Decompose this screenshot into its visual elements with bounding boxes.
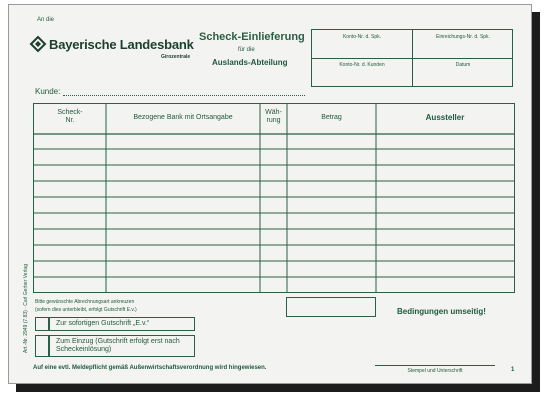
konto-nr-spk-label: Konto-Nr. d. Spk. bbox=[342, 34, 382, 40]
col-scheck-nr: Scheck- Nr. bbox=[57, 109, 83, 124]
datum-label: Datum bbox=[455, 62, 471, 68]
form-title-line2: für die bbox=[238, 47, 255, 53]
bank-name: Bayerische Landesbank bbox=[49, 37, 194, 52]
option-gutschrift-label: Zur sofortigen Gutschrift „E.v.“ bbox=[56, 320, 150, 327]
bank-logo bbox=[29, 35, 47, 58]
col-betrag: Betrag bbox=[321, 114, 342, 121]
meldepflicht-note: Auf eine evtl. Meldepflicht gemäß Außenwirtschaftsverordnung wird hingewiesen. bbox=[33, 365, 267, 371]
kunde-line[interactable] bbox=[63, 95, 305, 96]
option-checkbox-gutschrift[interactable] bbox=[35, 317, 49, 331]
bank-logo-icon bbox=[29, 35, 47, 53]
conditions-note: Bedingungen umseitig! bbox=[397, 307, 486, 316]
col-waehrung: Wäh- rung bbox=[265, 109, 282, 124]
stamp-signature-label: Stempel und Unterschrift bbox=[407, 368, 463, 374]
form-title-line3: Auslands-Abteilung bbox=[212, 58, 288, 67]
reference-box bbox=[311, 29, 513, 87]
option-gutschrift bbox=[49, 317, 195, 331]
article-number-text: Art.-Nr. 2949 (7.83) · Carl Gerber Verlag bbox=[23, 264, 29, 353]
instruction-text-1: Bitte gewünschte Abrechnungsart ankreuzen bbox=[35, 299, 135, 305]
option-einzug-label: Zum Einzug (Gutschrift erfolgt erst nach Scheckeinlösung) bbox=[56, 338, 180, 353]
col-bezogene-bank: Bezogene Bank mit Ortsangabe bbox=[133, 114, 233, 121]
stamp-signature-line[interactable] bbox=[375, 365, 495, 366]
cheque-table-grid bbox=[34, 104, 514, 292]
einreichungs-nr-label: Einreichungs-Nr. d. Spk. bbox=[436, 34, 490, 40]
page-number: 1 bbox=[511, 367, 515, 373]
an-die-label: An die bbox=[37, 17, 55, 23]
kunde-label: Kunde: bbox=[35, 87, 61, 96]
instruction-text-2: (sofern dies unterbleibt, erfolgt Gutschrift E.v.) bbox=[35, 307, 137, 313]
option-einzug bbox=[49, 335, 195, 357]
bank-subtitle: Girozentrale bbox=[161, 54, 191, 60]
option-checkbox-einzug[interactable] bbox=[35, 335, 49, 357]
cheque-table bbox=[33, 103, 515, 293]
form-title: Scheck-Einlieferung bbox=[199, 31, 305, 43]
betrag-total-box[interactable] bbox=[286, 297, 376, 317]
form-sheet bbox=[8, 4, 532, 384]
col-aussteller: Aussteller bbox=[425, 113, 465, 122]
konto-nr-kunden-label: Konto-Nr. d. Kunden bbox=[339, 62, 385, 68]
abrechnungsart-options bbox=[35, 317, 195, 363]
